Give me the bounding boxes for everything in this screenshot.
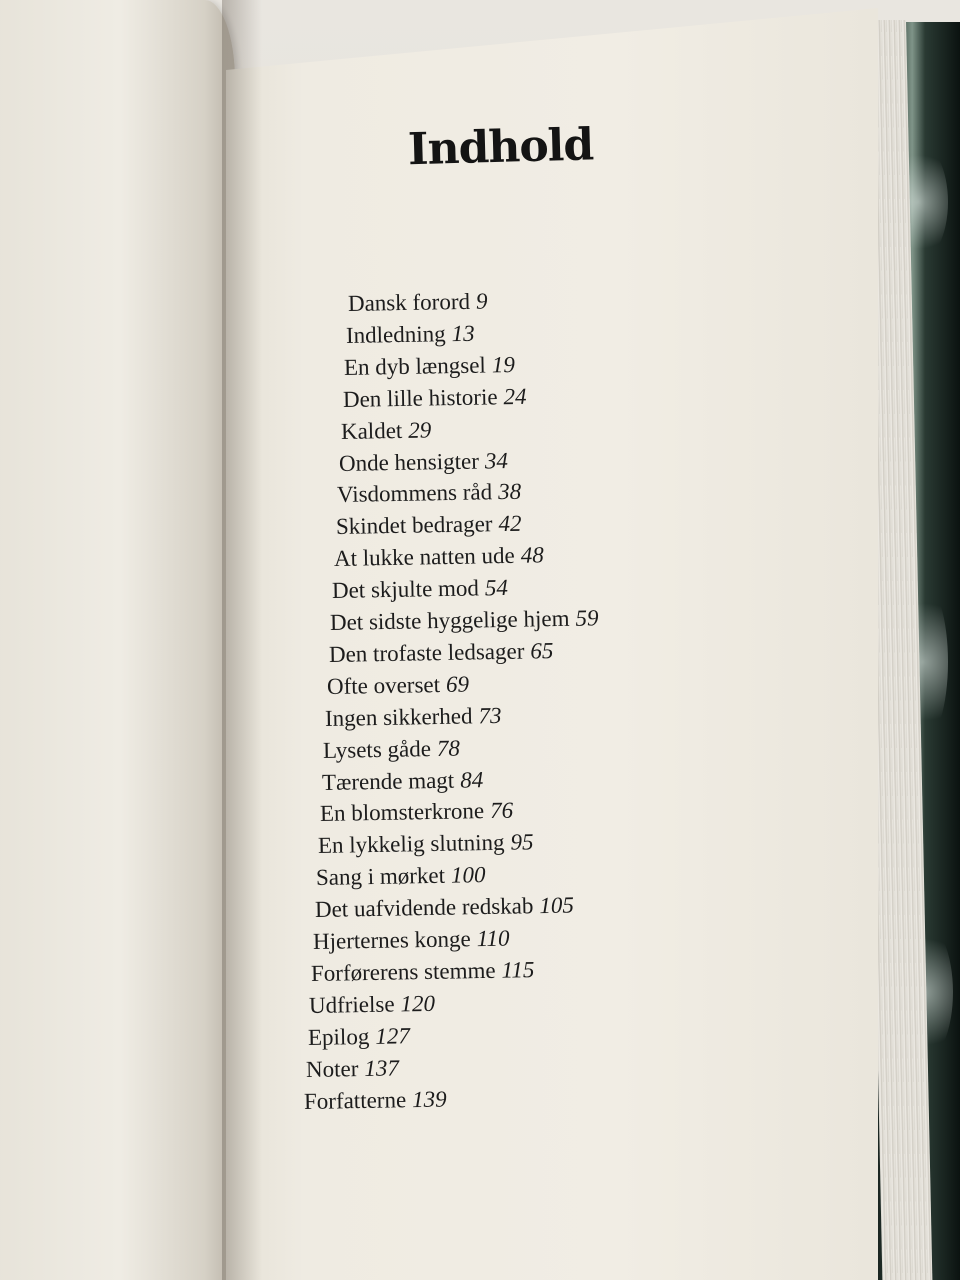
toc-entry-label: Tærende magt — [321, 767, 455, 795]
toc-entry — [318, 829, 534, 861]
toc-entry — [325, 702, 502, 733]
toc-entry-label: Visdommens råd — [337, 479, 493, 508]
toc-entry — [306, 1054, 399, 1084]
toc-entry-label: At lukke natten ude — [333, 543, 515, 572]
toc-entry-label: Det uafvidende redskab — [314, 893, 534, 923]
toc-entry-label: En dyb længsel — [344, 352, 487, 380]
toc-entry — [344, 351, 515, 382]
toc-entry-label: Det skjulte mod — [331, 575, 480, 604]
toc-entry-page-number: 78 — [437, 735, 461, 761]
toc-entry-page-number: 105 — [538, 892, 574, 919]
toc-entry — [337, 478, 522, 509]
toc-entry — [320, 797, 514, 828]
toc-entry-label: Kaldet — [340, 417, 403, 444]
toc-entry-page-number: 120 — [400, 990, 436, 1017]
toc-entry-page-number: 115 — [501, 956, 535, 983]
toc-entry-page-number: 110 — [476, 925, 510, 952]
toc-entry — [304, 1085, 447, 1115]
toc-entry — [346, 320, 475, 350]
toc-entry-label: En lykkelig slutning — [317, 830, 505, 859]
toc-entry — [327, 670, 470, 700]
toc-entry — [316, 861, 486, 892]
toc-entry-page-number: 13 — [451, 320, 476, 347]
toc-entry — [323, 734, 460, 764]
toc-entry — [332, 574, 508, 605]
toc-entry — [339, 447, 508, 478]
toc-entry-page-number: 38 — [498, 479, 522, 505]
toc-entry-label: Ingen sikkerhed — [324, 703, 473, 731]
toc-entry — [313, 925, 510, 956]
toc-entry-page-number: 95 — [510, 829, 534, 855]
toc-entry-page-number: 84 — [459, 766, 483, 793]
toc-entry-label: Hjerternes konge — [312, 926, 471, 954]
toc-entry-label: Ofte overset — [326, 671, 441, 699]
toc-entry-page-number: 137 — [363, 1054, 399, 1081]
toc-entry — [348, 288, 488, 318]
toc-entry-page-number: 42 — [497, 511, 522, 537]
toc-entry-label: Lysets gåde — [323, 735, 432, 763]
toc-entry-page-number: 34 — [484, 447, 509, 473]
toc-entry — [342, 382, 526, 413]
toc-entry-page-number: 127 — [374, 1022, 410, 1049]
toc-entry — [335, 510, 521, 541]
toc-entry — [309, 990, 436, 1020]
toc-entry — [307, 1022, 409, 1052]
toc-entry-label: Det sidste hyggelige hjem — [330, 605, 571, 635]
toc-entry-label: Udfrielse — [309, 991, 396, 1018]
toc-entry-page-number: 48 — [520, 542, 544, 568]
toc-entry-page-number: 76 — [489, 798, 514, 824]
toc-entry-label: Noter — [305, 1055, 359, 1082]
toc-entry-page-number: 9 — [475, 288, 488, 314]
toc-entry — [328, 637, 553, 669]
toc-entry — [330, 604, 599, 637]
page-title: Indhold — [407, 119, 594, 176]
toc-entry-page-number: 19 — [492, 351, 516, 378]
toc-entry-page-number: 54 — [484, 575, 509, 601]
toc-entry-page-number: 69 — [445, 671, 470, 697]
toc-entry-page-number: 29 — [408, 417, 432, 443]
toc-entry-page-number: 24 — [503, 383, 527, 409]
toc-entry-page-number: 139 — [411, 1086, 447, 1112]
toc-entry-label: Dansk forord — [347, 288, 471, 316]
toc-entry — [321, 766, 483, 797]
toc-entry — [311, 956, 535, 988]
toc-entry-label: Onde hensigter — [338, 448, 480, 476]
toc-entry-label: Den lille historie — [342, 383, 498, 412]
toc-entry-page-number: 59 — [575, 605, 600, 631]
toc-entry-page-number: 73 — [478, 702, 502, 729]
toc-entry — [314, 892, 573, 925]
toc-entry-label: Sang i mørket — [316, 862, 446, 891]
toc-entry-label: Den trofaste ledsager — [328, 638, 525, 667]
toc-entry-page-number: 100 — [451, 862, 487, 888]
toc-entry-label: Forførerens stemme — [310, 957, 496, 986]
toc-entry-label: Indledning — [346, 321, 447, 348]
toc-entry-label: Skindet bedrager — [335, 511, 493, 540]
toc-entry-page-number: 65 — [529, 637, 554, 664]
toc-entry-label: Epilog — [307, 1023, 370, 1050]
toc-entry — [334, 542, 544, 574]
toc-entry-label: En blomsterkrone — [319, 798, 485, 827]
toc-entry — [341, 416, 432, 446]
toc-entry-label: Forfatterne — [303, 1086, 407, 1114]
